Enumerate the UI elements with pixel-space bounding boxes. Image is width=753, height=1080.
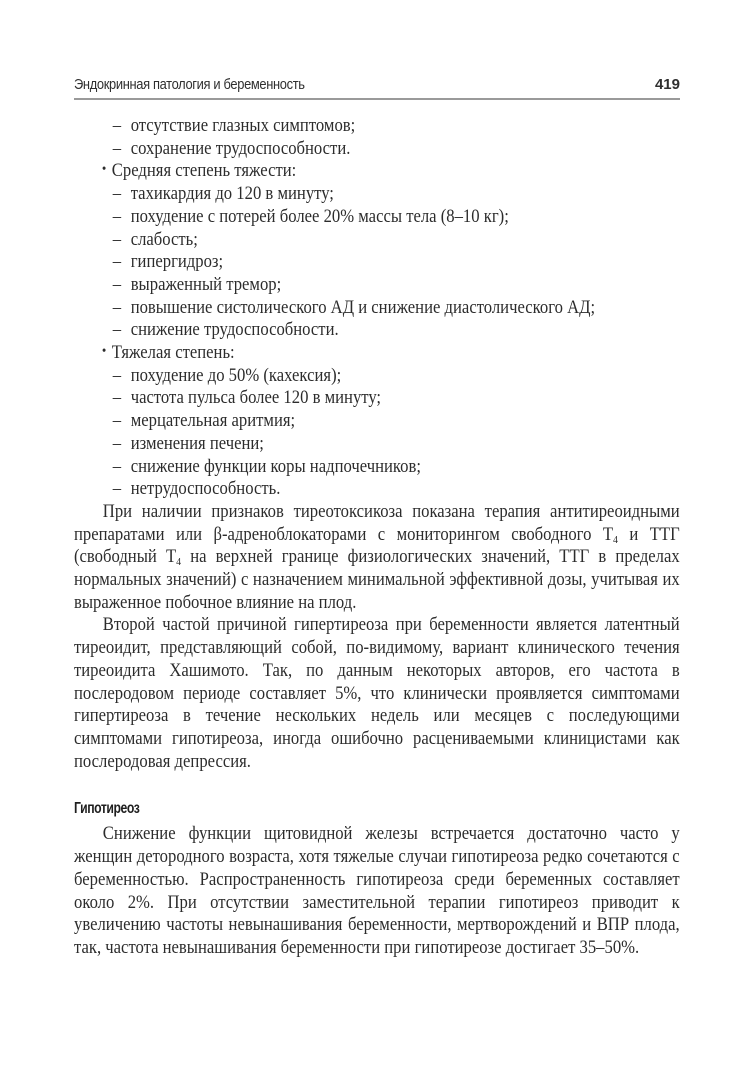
list-item: – частота пульса более 120 в минуту; bbox=[112, 388, 382, 409]
dash-marker: – bbox=[112, 320, 122, 341]
list-item: – выраженный тремор; bbox=[112, 274, 282, 295]
bullet-icon: • bbox=[101, 344, 107, 360]
dash-marker: – bbox=[112, 456, 122, 477]
list-item: – отсутствие глазных симптомов; bbox=[112, 116, 356, 136]
dash-marker: – bbox=[112, 479, 122, 500]
bullet-item-severe: • Тяжелая степень: bbox=[101, 343, 235, 364]
dash-marker: – bbox=[112, 274, 122, 295]
list-item: – похудение до 50% (кахексия); bbox=[112, 365, 342, 386]
page-body bbox=[74, 115, 680, 960]
dash-marker: – bbox=[112, 184, 122, 205]
text-block bbox=[74, 115, 680, 960]
list-item: – мерцательная аритмия; bbox=[112, 411, 296, 432]
severe-severity-list bbox=[74, 342, 680, 501]
paragraph-hypothyroidism: Снижение функции щитовидной железы встречается достаточно часто у женщин детородного возраста, хотя тяжелые случаи гипотиреоза редко сочетаются с беременностью. Распространенность гипотиреоза среди беременных составляет около 2%. При отсутствии заместительной терапии гипотиреоз приводит к увеличению частоты невынашивания беременности, мертворождений и ВПР плода, так, частота невынашивания беременности при гипотиреозе достигает 35–50%. bbox=[74, 824, 680, 958]
dash-marker: – bbox=[112, 433, 122, 454]
section-heading-hypothyroidism: Гипотиреоз bbox=[74, 800, 140, 818]
list-item: – похудение с потерей более 20% массы тела (8–10 кг); bbox=[112, 206, 509, 227]
bullet-item-moderate: • Средняя степень тяжести: bbox=[101, 161, 297, 182]
list-continuation bbox=[74, 115, 680, 160]
list-item: – нетрудоспособность. bbox=[112, 479, 281, 500]
dash-marker: – bbox=[112, 206, 122, 227]
dash-marker: – bbox=[112, 297, 122, 318]
list-item: – изменения печени; bbox=[112, 433, 264, 454]
running-header bbox=[74, 74, 680, 100]
dash-marker: – bbox=[112, 116, 122, 136]
bullet-icon: • bbox=[101, 162, 107, 178]
list-item: – сохранение трудоспособности. bbox=[112, 138, 351, 159]
dash-marker: – bbox=[112, 388, 122, 409]
running-title: Эндокринная патология и беременность bbox=[74, 76, 305, 93]
dash-marker: – bbox=[112, 365, 122, 386]
dash-marker: – bbox=[112, 138, 122, 159]
dash-marker: – bbox=[112, 229, 122, 250]
list-item: – слабость; bbox=[112, 229, 198, 250]
list-item: – снижение трудоспособности. bbox=[112, 320, 339, 341]
paragraph-latent-thyroiditis: Второй частой причиной гипертиреоза при беременности является латентный тиреоидит, представляющий собой, по-видимому, вариант клинического течения тиреоидита Хашимото. Так, по данным некоторых авторов, его частота в послеродовом периоде составляет 5%, что клинически проявляется симптомами гипертиреоза в течение нескольких недель или месяцев с последующими симптомами гипотиреоза, иногда ошибочно расцениваемыми клиницистами как послеродовая депрессия. bbox=[74, 615, 680, 772]
list-item: – повышение систолического АД и снижение диастолического АД; bbox=[112, 297, 596, 318]
list-item: – гипергидроз; bbox=[112, 252, 224, 273]
paragraph-thyrotoxicosis-therapy: При наличии признаков тиреотоксикоза показана терапия антитиреоидными препаратами или β-адреноблокаторами с мониторингом свободного $Т_4$ и ТТГ (свободный $Т_4$ на верхней границе физиологических значений, ТТГ в пределах нормальных значений) с назначением минимальной эффективной дозы, учитывая их выраженное побочное влияние на плод. bbox=[74, 501, 680, 613]
list-item: – снижение функции коры надпочечников; bbox=[112, 456, 421, 477]
list-item: – тахикардия до 120 в минуту; bbox=[112, 184, 334, 205]
page-number: 419 bbox=[654, 76, 680, 93]
moderate-severity-list bbox=[74, 160, 680, 342]
dash-marker: – bbox=[112, 411, 122, 432]
dash-marker: – bbox=[112, 252, 122, 273]
